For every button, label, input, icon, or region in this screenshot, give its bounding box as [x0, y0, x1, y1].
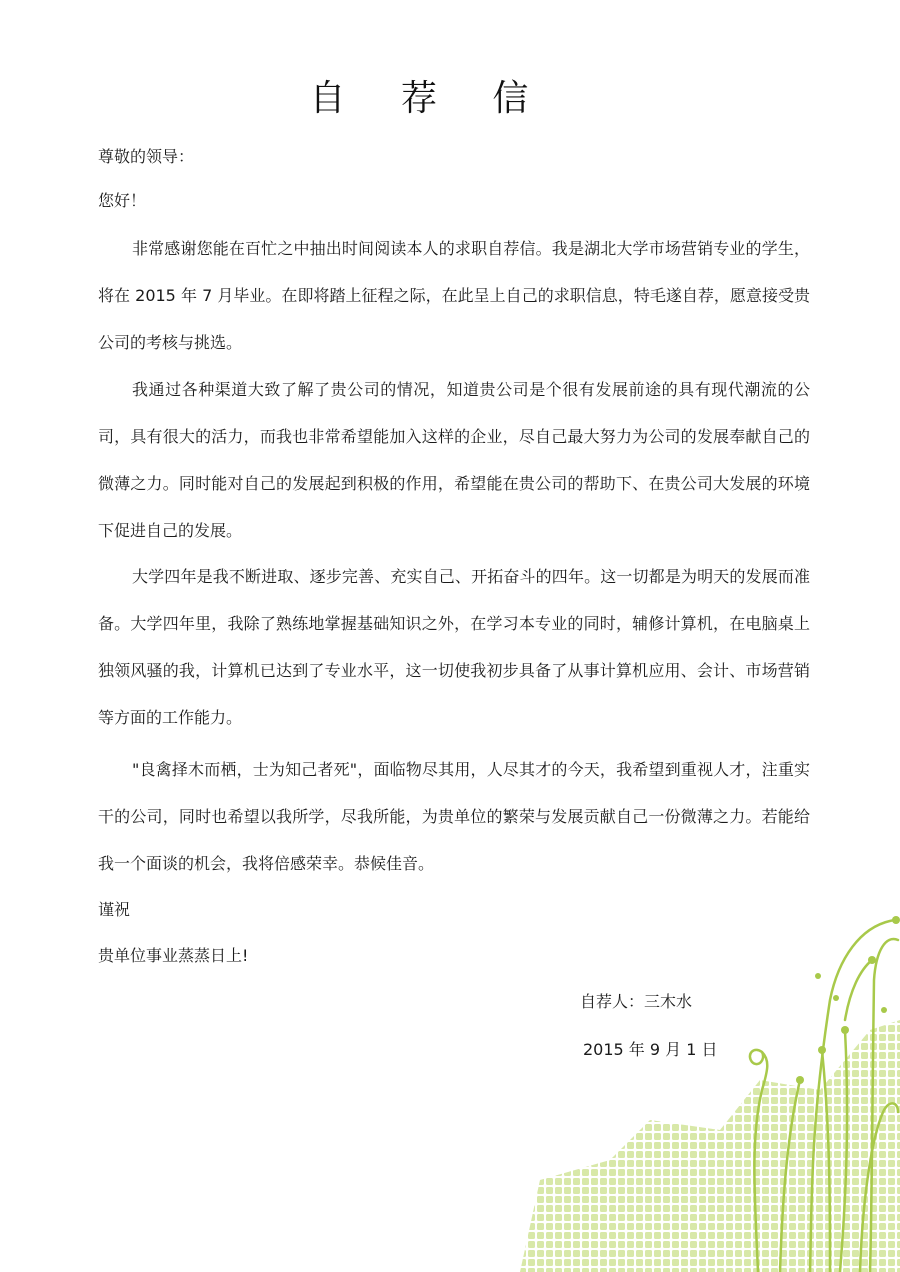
paragraph-1: 非常感谢您能在百忙之中抽出时间阅读本人的求职自荐信。我是湖北大学市场营销专业的学生，将在 2015 年 7 月毕业。在即将踏上征程之际，在此呈上自己的求职信息，特毛遂自荐，愿意接受贵公司的考核与挑选。	[98, 239, 810, 352]
greeting: 您好！	[98, 191, 147, 210]
paragraph-4: "良禽择木而栖，士为知己者死"，面临物尽其用，人尽其才的今天，我希望到重视人才，注重实干的公司，同时也希望以我所学，尽我所能，为贵单位的繁荣与发展贡献自己一份微薄之力。若能给我一个面谈的机会，我将倍感荣幸。恭候佳音。	[98, 760, 810, 873]
closing-wish: 谨祝	[98, 900, 131, 919]
green-vine-decoration-icon	[500, 880, 900, 1272]
closing-wish-body: 贵单位事业蒸蒸日上!	[98, 946, 249, 965]
paragraph-2: 我通过各种渠道大致了解了贵公司的情况，知道贵公司是个很有发展前途的具有现代潮流的公司，具有很大的活力，而我也非常希望能加入这样的企业，尽自己最大努力为公司的发展奉献自己的微薄之力。同时能对自己的发展起到积极的作用，希望能在贵公司的帮助下、在贵公司大发展的环境下促进自己的发展。	[98, 380, 810, 540]
salutation: 尊敬的领导：	[98, 147, 195, 166]
letter-title: 自 荐 信	[309, 78, 551, 119]
paragraph-3: 大学四年是我不断进取、逐步完善、充实自己、开拓奋斗的四年。这一切都是为明天的发展而准备。大学四年里，我除了熟练地掌握基础知识之外，在学习本专业的同时，辅修计算机，在电脑桌上独领风骚的我，计算机已达到了专业水平，这一切使我初步具备了从事计算机应用、会计、市场营销等方面的工作能力。	[98, 567, 810, 727]
